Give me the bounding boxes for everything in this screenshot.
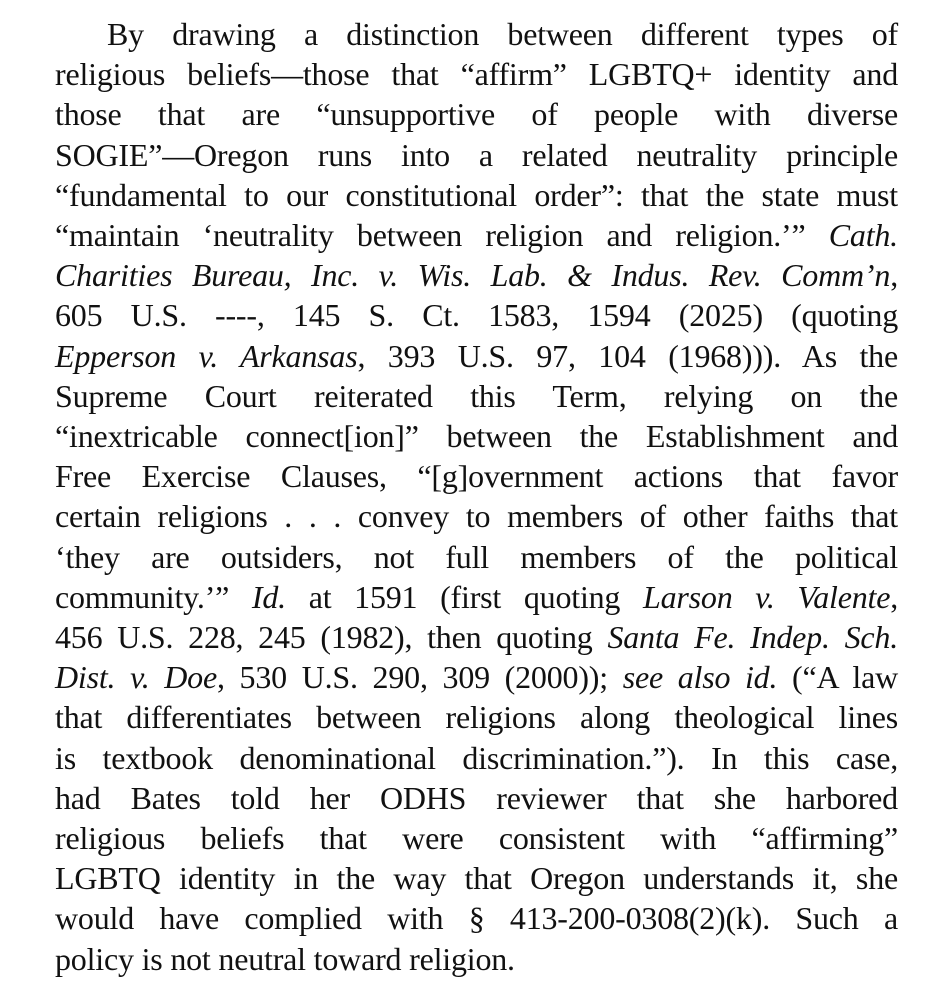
text-segment: (“A law [777,659,899,696]
text-segment: 605 U.S. ----, 145 S. Ct. 1583, 1594 (2025) (quoting [55,297,898,334]
text-line [55,657,898,697]
text-segment: religious beliefs—those that “affirm” LGBTQ+ identity and [55,56,898,93]
text-segment: SOGIE”—Oregon runs into a related neutrality principle [55,136,898,173]
text-segment: , 530 U.S. 290, 309 (2000)); [217,659,623,696]
text-segment: would have complied with § 413-200-0308(2)(k). Such a [55,900,898,937]
text-line [55,14,898,54]
text-segment: ‘they are outsiders, not full members of the political [55,538,898,575]
text-line [55,577,898,617]
text-segment: policy is not neutral toward religion. [55,940,515,977]
text-segment: religious beliefs that were consistent with “affirming” [55,820,898,857]
text-line [55,858,898,898]
text-segment: at 1591 (first quoting [285,578,643,615]
text-line [55,778,898,818]
text-segment: those that are “unsupportive of people with diverse [55,96,898,133]
text-segment: “inextricable connect[ion]” between the Establishment and [55,418,898,455]
text-segment: 456 U.S. 228, 245 (1982), then quoting [55,619,608,656]
text-segment: LGBTQ identity in the way that Oregon understands it, she [55,860,898,897]
text-line [55,295,898,335]
text-segment: that differentiates between religions along theological lines [55,699,898,736]
text-segment: , 393 U.S. 97, 104 (1968))). As the [357,337,898,374]
italic-citation-text: Epperson v. Arkansas [55,337,358,374]
text-segment: Supreme Court reiterated this Term, relying on the [55,377,898,414]
italic-citation-text: Charities Bureau, Inc. v. Wis. Lab. & Indus. Rev. Comm’n [55,257,891,294]
text-segment: community.’” [55,578,252,615]
text-segment: Free Exercise Clauses, “[g]overnment actions that favor [55,458,898,495]
italic-citation-text: Id. [251,578,286,615]
text-line [55,939,898,979]
text-segment: By drawing a distinction between different types of [107,16,898,52]
text-line [55,456,898,496]
text-segment: certain religions . . . convey to members of other faiths that [55,498,898,535]
text-segment: “fundamental to our constitutional order”: that the state must [55,176,898,213]
text-line [55,376,898,416]
body-paragraph [55,14,898,979]
text-line [55,94,898,134]
text-line [55,617,898,657]
text-line [55,215,898,255]
text-line [55,135,898,175]
italic-citation-text: Santa Fe. Indep. Sch. [607,619,898,656]
text-segment: had Bates told her ODHS reviewer that she harbored [55,779,898,816]
text-line [55,738,898,778]
text-line [55,818,898,858]
text-line [55,416,898,456]
italic-citation-text: Dist. v. Doe [55,659,217,696]
text-segment: , [890,578,899,615]
text-line [55,898,898,938]
text-segment: , [890,257,898,294]
text-line [55,255,898,295]
text-line [55,537,898,577]
text-line [55,54,898,94]
text-line [55,336,898,376]
text-segment: is textbook denominational discrimination.”). In this case, [55,739,898,776]
text-line [55,175,898,215]
italic-citation-text: Cath. [828,217,898,254]
text-segment: “maintain ‘neutrality between religion and religion.’” [55,217,829,254]
italic-citation-text: Larson v. Valente [642,578,891,615]
text-line [55,697,898,737]
text-line [55,496,898,536]
italic-citation-text: see also id. [622,659,778,696]
